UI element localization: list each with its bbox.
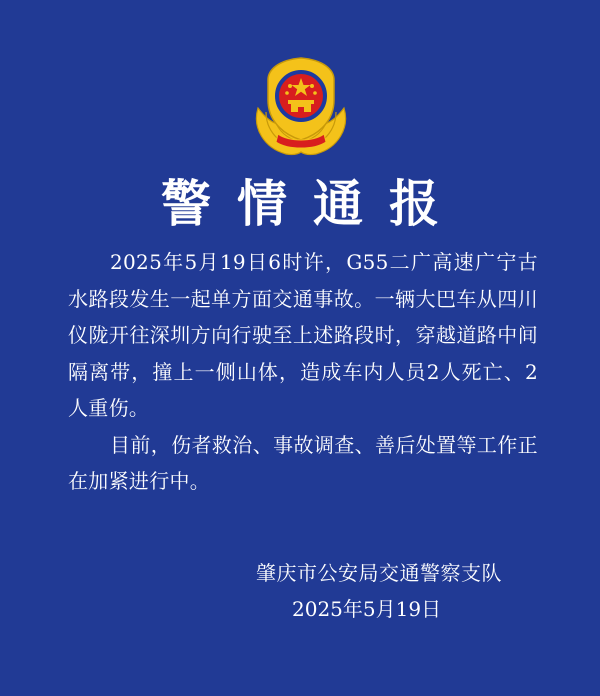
page-title: 警情通报	[161, 175, 465, 233]
paragraph-incident: 2025年5月19日6时许，G55二广高速广宁古水路段发生一起单方面交通事故。一辆大巴车从四川仪陇开往深圳方向行驶至上述路段时，穿越道路中间隔离带，撞上一侧山体，造成车内人员2人死亡、2人重伤。	[68, 250, 538, 420]
notice-body	[68, 244, 538, 500]
signature-block	[220, 556, 540, 626]
paragraph-followup: 目前，伤者救治、事故调查、善后处置等工作正在加紧进行中。	[68, 432, 538, 493]
issuer-name: 肇庆市公安局交通警察支队	[256, 561, 502, 585]
police-emblem-icon	[246, 50, 356, 162]
issue-date: 2025年5月19日	[292, 597, 442, 621]
